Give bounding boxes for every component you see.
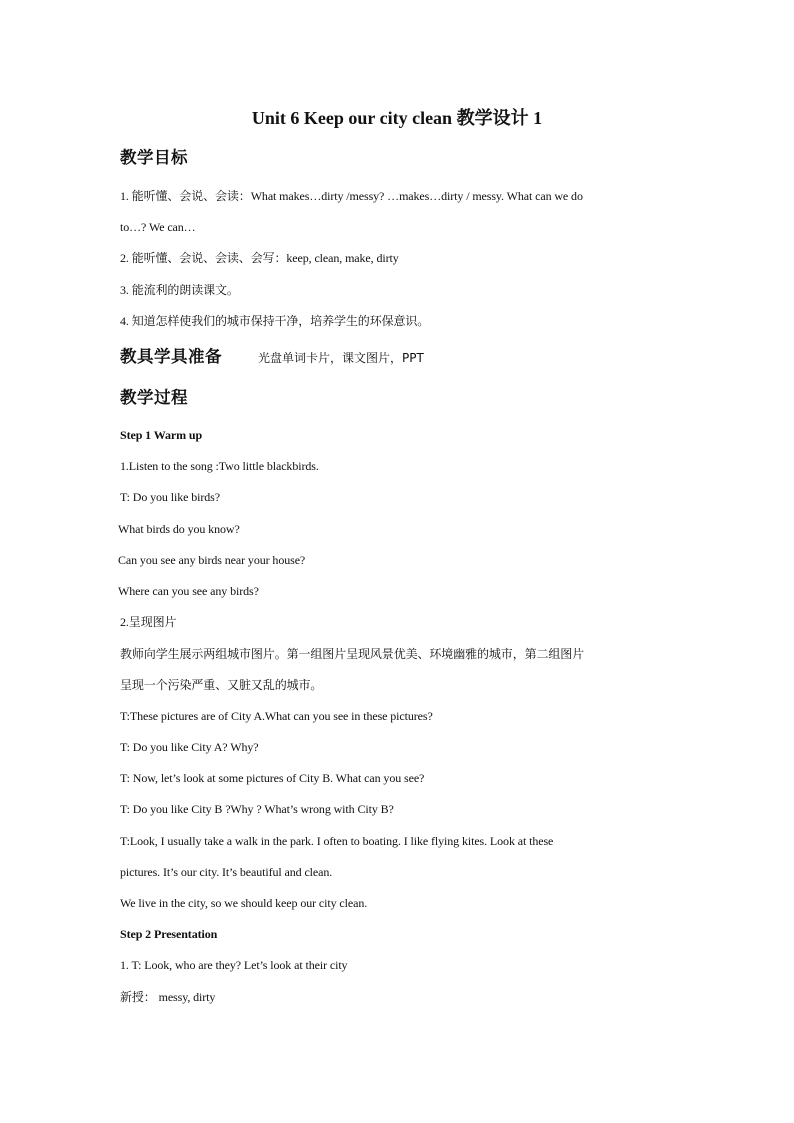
step1-line: What birds do you know?	[118, 522, 240, 536]
step1-line: 2.呈现图片	[120, 615, 177, 629]
step1-line: T:Look, I usually take a walk in the park. I often to boating. I like flying kites. Look at these	[120, 834, 554, 848]
materials-heading: 教具学具准备	[120, 347, 222, 366]
objective-line: 4. 知道怎样使我们的城市保持干净，培养学生的环保意识。	[120, 314, 430, 328]
step1-line: Can you see any birds near your house?	[118, 553, 306, 567]
objective-line: 2. 能听懂、会说、会读、会写：keep, clean, make, dirty	[120, 251, 399, 265]
process-heading: 教学过程	[120, 388, 188, 407]
document-title: Unit 6 Keep our city clean 教学设计 1	[251, 108, 543, 128]
step1-line: 呈现一个污染严重、又脏又乱的城市。	[120, 678, 323, 692]
step2-line: 新授： messy, dirty	[120, 990, 216, 1004]
materials-text: 光盘单词卡片，课文图片，PPT	[258, 351, 424, 365]
step1-line: T: Do you like City A? Why?	[120, 740, 259, 754]
step2-line: 1. T: Look, who are they? Let’s look at their city	[120, 958, 348, 972]
step1-line: 1.Listen to the song :Two little blackbirds.	[120, 459, 319, 473]
objective-line: to…? We can…	[120, 220, 196, 234]
objective-line: 3. 能流利的朗读课文。	[120, 283, 239, 297]
step1-line: We live in the city, so we should keep our city clean.	[120, 896, 368, 910]
objectives-heading: 教学目标	[120, 148, 188, 167]
step1-line: T: Do you like City B ?Why ? What’s wrong with City B?	[120, 802, 394, 816]
objective-line: 1. 能听懂、会说、会读：What makes…dirty /messy? …makes…dirty / messy. What can we do	[120, 189, 583, 203]
step1-line: Where can you see any birds?	[118, 584, 259, 598]
step1-line: pictures. It’s our city. It’s beautiful and clean.	[120, 865, 333, 879]
step1-line: 教师向学生展示两组城市图片。第一组图片呈现风景优美、环境幽雅的城市，第二组图片	[120, 647, 585, 661]
step2-heading: Step 2 Presentation	[120, 927, 218, 941]
step1-line: T: Now, let’s look at some pictures of City B. What can you see?	[120, 771, 425, 785]
step1-line: T: Do you like birds?	[120, 490, 220, 504]
step1-heading: Step 1 Warm up	[120, 428, 203, 442]
step1-line: T:These pictures are of City A.What can you see in these pictures?	[120, 709, 433, 723]
